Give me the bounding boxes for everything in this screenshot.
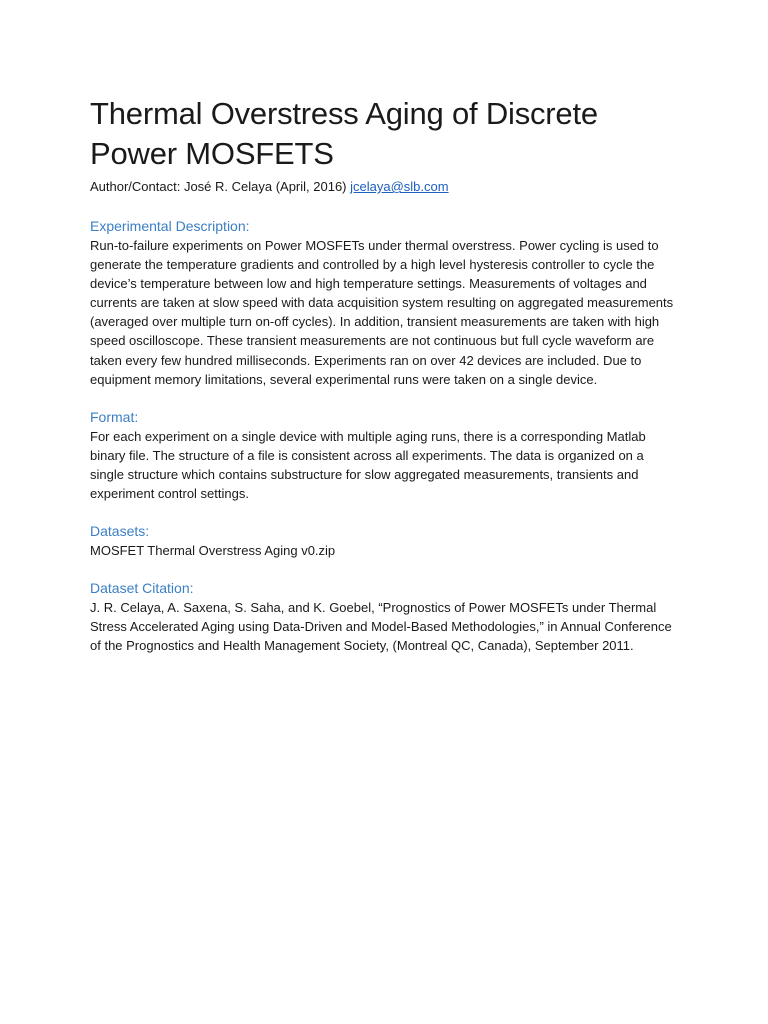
author-email-link[interactable]: jcelaya@slb.com [350,179,449,194]
section-heading: Experimental Description: [90,218,250,234]
section-body: J. R. Celaya, A. Saxena, S. Saha, and K. Goebel, “Prognostics of Power MOSFETs under Thermal Stress Accelerated Aging using Data-Driven and Model-Based Methodologies,” in Annual Conference of the Prognostics and Health Management Society, (Montreal QC, Canada), September 2011. [90,600,672,654]
section-body: Run-to-failure experiments on Power MOSFETs under thermal overstress. Power cycling is used to generate the temperature gradients and controlled by a high level hysteresis controller to cycle the device’s temperature between low and high temperature settings. Measurements of voltages and currents are taken at slow speed with data acquisition system resulting on aggregated measurements (averaged over multiple turn on-off cycles). In addition, transient measurements are taken with high speed oscilloscope. These transient measurements are not continuous but full cycle waveform are taken every few hundred milliseconds. Experiments ran on over 42 devices are included. Due to equipment memory limitations, several experimental runs were taken on a single device. [90,238,674,387]
author-line [90,177,680,196]
title-line-1: Thermal Overstress Aging of Discrete [90,96,598,131]
author-contact-text: Author/Contact: José R. Celaya (April, 2016) [90,179,351,194]
document-page [90,94,680,656]
section-experimental-description [90,217,680,389]
section-datasets [90,522,680,560]
section-heading: Dataset Citation: [90,580,194,597]
document-title [90,94,680,174]
section-body: For each experiment on a single device with multiple aging runs, there is a corresponding Matlab binary file. The structure of a file is consistent across all experiments. The data is organized on a single structure which contains substructure for slow aggregated measurements, transients and experiment control settings. [90,428,646,502]
section-heading: Format: [90,408,139,425]
title-line-2: Power MOSFETS [90,136,334,171]
section-format [90,408,680,503]
section-heading: Datasets: [90,523,150,540]
section-dataset-citation [90,579,680,655]
section-body: MOSFET Thermal Overstress Aging v0.zip [90,543,336,559]
